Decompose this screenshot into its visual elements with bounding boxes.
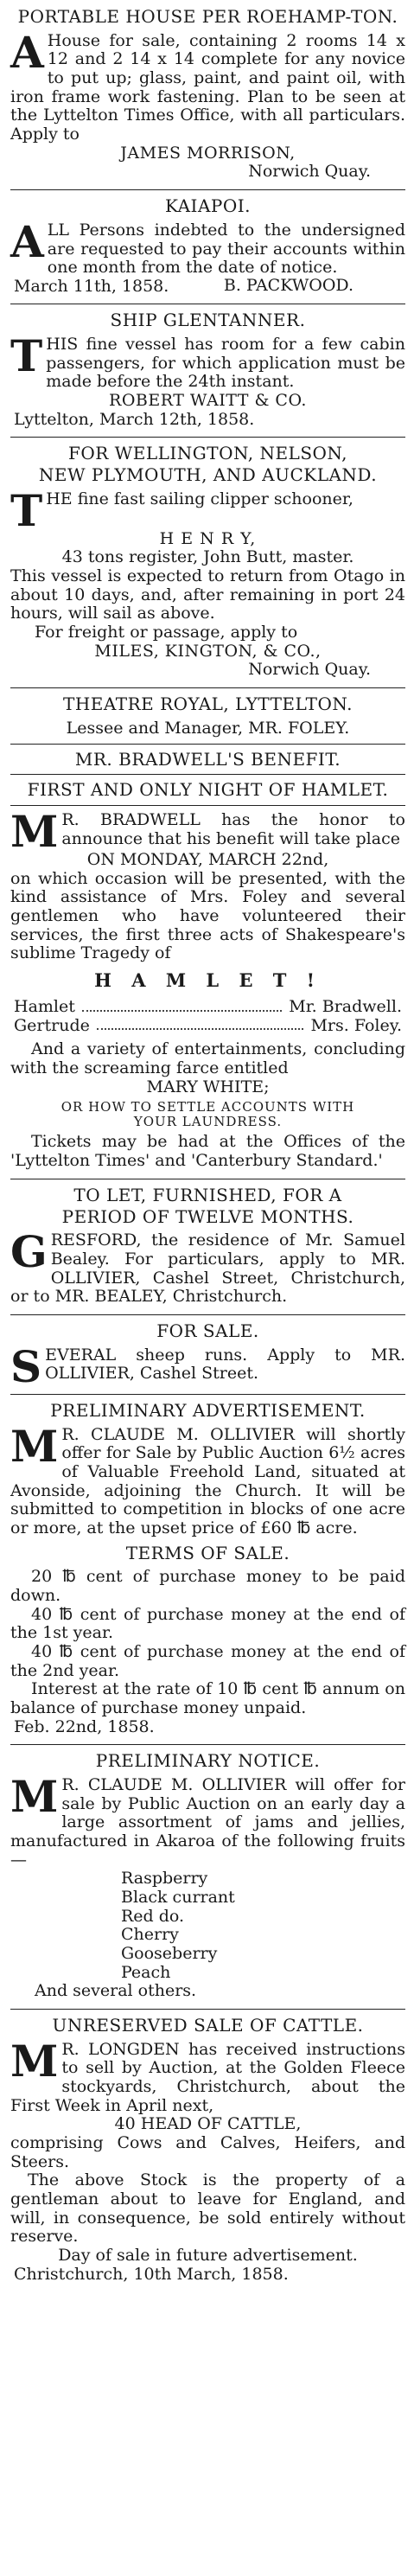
ship-detail: 43 tons register, John Butt, master. bbox=[61, 547, 354, 567]
drop-cap: G bbox=[10, 1226, 48, 1278]
drop-cap: T bbox=[10, 329, 43, 381]
ad-heading: NEW PLYMOUTH, AND AUCKLAND. bbox=[38, 464, 378, 485]
ad-body bbox=[10, 806, 405, 858]
ad-heading: PRELIMINARY ADVERTISEMENT. bbox=[50, 1399, 366, 1421]
ad-heading: THEATRE ROYAL, LYTTELTON. bbox=[63, 694, 353, 715]
others-note: And several others. bbox=[35, 1981, 197, 2001]
ad-preliminary-advertisement bbox=[10, 1401, 405, 1736]
terms-heading: TERMS OF SALE. bbox=[125, 1542, 290, 1563]
fruit-item: Raspberry bbox=[121, 1869, 208, 1889]
drop-cap: S bbox=[10, 1340, 42, 1392]
freight-line: For freight or passage, apply to bbox=[35, 623, 298, 642]
ad-body bbox=[10, 26, 405, 144]
drop-cap: M bbox=[10, 1771, 59, 1822]
ad-body bbox=[10, 329, 405, 392]
ad-body-text: And a variety of entertainments, concluding with the screaming farce entitled bbox=[10, 1039, 405, 1077]
ad-body-text: The above Stock is the property of a gentleman about to leave for England, and will, in consequence, be sold entirely without reserve. bbox=[10, 2170, 405, 2247]
ad-body-text: R. CLAUDE M. OLLIVIER will shortly offer for Sale by Public Auction 6½ acres of Valuable Freehold Land, situated at Avonside, adjoining the Church. It will be submitted to competition in blocks of one acre or more, at the upset price of £60 ℔ acre. bbox=[10, 1424, 405, 1537]
fruit-item: Peach bbox=[121, 1962, 171, 1982]
ad-body-text: House for sale, containing 2 rooms 14 x 12 and 2 14 x 14 complete for any novice to put up; glass, paint, and paint oil, with iron frame work fastening. Plan to be seen at the Lyttelton Times Office, with all particulars. Apply to bbox=[10, 30, 405, 144]
divider bbox=[10, 687, 405, 688]
ad-schooner-henry bbox=[10, 444, 405, 680]
drop-cap: M bbox=[10, 806, 59, 858]
ad-body bbox=[10, 1340, 405, 1392]
ad-signer: ROBERT WAITT & CO. bbox=[109, 390, 307, 410]
drop-cap: M bbox=[10, 2035, 59, 2087]
ad-ship-glentanner bbox=[10, 310, 405, 429]
fruit-item: Red do. bbox=[121, 1906, 185, 1926]
divider bbox=[10, 1394, 405, 1395]
ad-cattle-sale bbox=[10, 2016, 405, 2284]
performance-date: ON MONDAY, MARCH 22nd, bbox=[86, 850, 329, 870]
divider bbox=[10, 774, 405, 775]
ad-for-sale bbox=[10, 1320, 405, 1392]
fruit-item: Gooseberry bbox=[121, 1943, 218, 1963]
ad-body-text: RESFORD, the residence of Mr. Samuel Bealey. For particulars, apply to MR. OLLIVIER, Cashel Street, Christchurch, or to MR. BEALEY, Christchurch. bbox=[10, 1230, 405, 1307]
divider bbox=[10, 437, 405, 438]
ad-heading: PRELIMINARY NOTICE. bbox=[95, 1750, 321, 1772]
cast-row bbox=[10, 1017, 405, 1036]
leader-dots bbox=[82, 998, 282, 1012]
sale-notice: Day of sale in future advertisement. bbox=[58, 2245, 358, 2265]
ad-date: March 11th, 1858. bbox=[14, 276, 169, 296]
ad-body-text: This vessel is expected to return from Otago in about 10 days, and, after remaining in port 24 hours, will sail as above. bbox=[10, 566, 405, 623]
leader-dots bbox=[97, 1017, 304, 1031]
ad-body bbox=[10, 1771, 405, 1870]
ad-body-text: comprising Cows and Calves, Heifers, and Steers. bbox=[10, 2132, 405, 2171]
ad-body bbox=[10, 1226, 405, 1307]
divider bbox=[10, 1314, 405, 1315]
farce-subtitle: YOUR LAUNDRESS. bbox=[133, 1114, 283, 1130]
divider bbox=[10, 1744, 405, 1745]
divider bbox=[10, 2009, 405, 2010]
ad-heading: TO LET, FURNISHED, FOR A bbox=[73, 1184, 342, 1205]
drop-cap: A bbox=[10, 215, 44, 267]
ad-heading: FOR WELLINGTON, NELSON, bbox=[67, 443, 347, 464]
ad-portable-house bbox=[10, 7, 405, 182]
night-heading: FIRST AND ONLY NIGHT OF HAMLET. bbox=[27, 779, 389, 801]
divider bbox=[10, 189, 405, 190]
benefit-heading: MR. BRADWELL'S BENEFIT. bbox=[74, 748, 341, 770]
ad-heading: FOR SALE. bbox=[156, 1320, 259, 1341]
ad-body-text: EVERAL sheep runs. Apply to MR. OLLIVIER, Cashel Street. bbox=[45, 1345, 405, 1384]
cast-role: Gertrude bbox=[14, 1015, 90, 1035]
ad-preliminary-notice bbox=[10, 1751, 405, 2001]
fruit-item: Black currant bbox=[121, 1887, 235, 1907]
ad-body bbox=[10, 484, 405, 536]
term-item: 40 ℔ cent of purchase money at the end of the 2nd year. bbox=[10, 1641, 405, 1680]
cast-actor: Mr. Bradwell. bbox=[289, 996, 402, 1016]
divider bbox=[10, 744, 405, 745]
ad-body-text: on which occasion will be presented, with the kind assistance of Mrs. Foley and several gentlemen who have volunteered their services, the first three acts of Shakespeare's sublime Tragedy of bbox=[10, 868, 405, 963]
ad-date: Christchurch, 10th March, 1858. bbox=[14, 2264, 289, 2284]
play-title: H A M L E T ! bbox=[94, 969, 322, 992]
ad-date: Feb. 22nd, 1858. bbox=[14, 1716, 155, 1736]
cast-row bbox=[10, 998, 405, 1017]
interest-note: Interest at the rate of 10 ℔ cent ℔ annum on balance of purchase money unpaid. bbox=[10, 1679, 405, 1717]
ad-body-text: HE fine fast sailing clipper schooner, bbox=[46, 489, 353, 508]
ad-signer: JAMES MORRISON, bbox=[120, 143, 296, 163]
ship-name: H E N R Y, bbox=[159, 528, 257, 548]
term-item: 40 ℔ cent of purchase money at the end of the 1st year. bbox=[10, 1604, 405, 1643]
ad-heading: KAIAPOI. bbox=[164, 195, 252, 217]
ad-date: Lyttelton, March 12th, 1858. bbox=[14, 409, 255, 429]
ad-heading: PORTABLE HOUSE PER ROEHAMP-TON. bbox=[17, 6, 398, 27]
ad-kaiapoi bbox=[10, 196, 405, 296]
drop-cap: T bbox=[10, 484, 43, 536]
drop-cap: A bbox=[10, 26, 44, 78]
ad-heading: UNRESERVED SALE OF CATTLE. bbox=[52, 2014, 364, 2036]
ad-body bbox=[10, 215, 405, 278]
lot-title: 40 HEAD OF CATTLE, bbox=[114, 2114, 302, 2134]
ad-heading: SHIP GLENTANNER. bbox=[110, 310, 306, 331]
term-item: 20 ℔ cent of purchase money to be paid down. bbox=[10, 1567, 405, 1605]
farce-title: MARY WHITE; bbox=[146, 1077, 270, 1096]
ad-signer-address: Norwich Quay. bbox=[248, 660, 371, 680]
ad-signer: B. PACKWOOD. bbox=[223, 276, 353, 296]
cast-actor: Mrs. Foley. bbox=[310, 1015, 402, 1035]
ad-body bbox=[10, 2035, 405, 2116]
ad-body-text: R. BRADWELL has the honor to announce that his benefit will take place bbox=[61, 810, 405, 848]
ad-body bbox=[10, 1420, 405, 1538]
ad-heading: PERIOD OF TWELVE MONTHS. bbox=[61, 1205, 354, 1227]
ad-signer-address: Norwich Quay. bbox=[248, 162, 371, 182]
theatre-manager: Lessee and Manager, MR. FOLEY. bbox=[66, 718, 350, 738]
ad-theatre-royal bbox=[10, 694, 405, 1171]
cast-role: Hamlet bbox=[14, 996, 75, 1016]
ad-body-text: R. LONGDEN has received instructions to sell by Auction, at the Golden Fleece stockyards, Christchurch, about the First Week in April next, bbox=[10, 2039, 405, 2115]
ad-body-text: LL Persons indebted to the undersigned are requested to pay their accounts within one month from the date of notice. bbox=[47, 220, 405, 278]
drop-cap: M bbox=[10, 1420, 59, 1472]
ad-body-text: HIS fine vessel has room for a few cabin passengers, for which application must be made before the 24th instant. bbox=[46, 334, 405, 392]
ad-signer: MILES, KINGTON, & CO., bbox=[94, 641, 322, 661]
fruit-item: Cherry bbox=[121, 1925, 179, 1945]
divider bbox=[10, 805, 405, 806]
ad-gresford-to-let bbox=[10, 1186, 405, 1307]
ad-body-text: R. CLAUDE M. OLLIVIER will offer for sale by Public Auction on an early day a large assortment of jams and jellies, manufactured in Akaroa of the following fruits— bbox=[10, 1775, 405, 1870]
farce-subtitle: OR HOW TO SETTLE ACCOUNTS WITH bbox=[61, 1099, 355, 1115]
ad-body-text: Tickets may be had at the Offices of the 'Lyttelton Times' and 'Canterbury Standard.' bbox=[10, 1132, 405, 1171]
